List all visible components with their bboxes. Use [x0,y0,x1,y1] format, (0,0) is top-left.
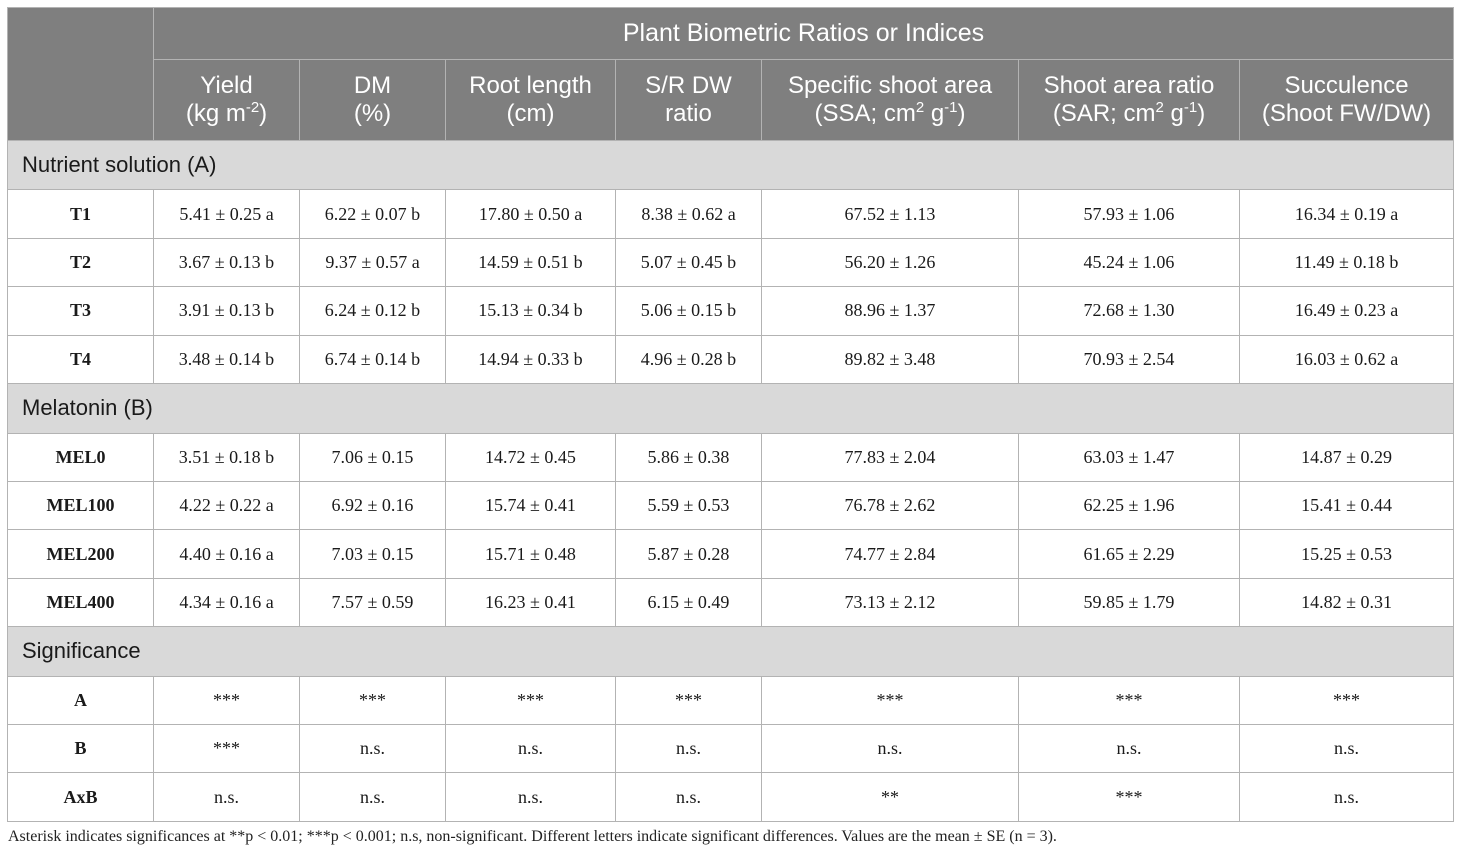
table-cell: 17.80 ± 0.50 a [446,190,616,238]
column-header-root-length: Root length (cm) [446,60,616,141]
row-label: MEL400 [8,578,154,626]
section-row [8,384,1454,433]
table-cell: 89.82 ± 3.48 [762,335,1019,383]
table-cell: 72.68 ± 1.30 [1019,287,1240,335]
table-cell: 3.67 ± 0.13 b [154,238,300,286]
table-cell: 15.71 ± 0.48 [446,530,616,578]
row-label: AxB [8,773,154,822]
column-header-sr-dw-ratio: S/R DW ratio [616,60,762,141]
table-row [8,190,1454,238]
table-cell: *** [762,676,1019,724]
table-cell: 11.49 ± 0.18 b [1240,238,1454,286]
table-cell: n.s. [154,773,300,822]
section-label: Melatonin (B) [8,384,1454,433]
column-header-succulence: Succulence (Shoot FW/DW) [1240,60,1454,141]
corner-cell [8,8,154,141]
footnote: Asterisk indicates significances at **p < 0.01; ***p < 0.001; n.s, non-significant. Different letters indicate significant differences. Values are the mean ± SE (n = 3). [8,828,1057,845]
table-cell: 16.23 ± 0.41 [446,578,616,626]
table-cell: 14.72 ± 0.45 [446,433,616,481]
table-cell: 76.78 ± 2.62 [762,481,1019,529]
table-cell: 14.82 ± 0.31 [1240,578,1454,626]
table-cell: 74.77 ± 2.84 [762,530,1019,578]
table-cell: 14.87 ± 0.29 [1240,433,1454,481]
row-label: MEL200 [8,530,154,578]
table-row [8,287,1454,335]
column-header-dm: DM (%) [300,60,446,141]
table-cell: 57.93 ± 1.06 [1019,190,1240,238]
biometric-table [7,7,1454,822]
table-cell: n.s. [1240,725,1454,773]
table-cell: 15.74 ± 0.41 [446,481,616,529]
table-cell: 6.24 ± 0.12 b [300,287,446,335]
table-cell: 4.40 ± 0.16 a [154,530,300,578]
table-cell: 62.25 ± 1.96 [1019,481,1240,529]
table-cell: n.s. [1019,725,1240,773]
table-cell: 70.93 ± 2.54 [1019,335,1240,383]
table-cell: *** [1240,676,1454,724]
table-cell: *** [1019,773,1240,822]
table-cell: n.s. [446,773,616,822]
table-row [8,530,1454,578]
table-cell: 61.65 ± 2.29 [1019,530,1240,578]
table-row [8,433,1454,481]
table-cell: *** [154,676,300,724]
table-cell: 3.91 ± 0.13 b [154,287,300,335]
table-row [8,481,1454,529]
table-row [8,238,1454,286]
table-cell: n.s. [762,725,1019,773]
table-cell: 4.22 ± 0.22 a [154,481,300,529]
table-cell: 15.13 ± 0.34 b [446,287,616,335]
table-cell: 5.06 ± 0.15 b [616,287,762,335]
table-cell: 9.37 ± 0.57 a [300,238,446,286]
table-cell: 7.57 ± 0.59 [300,578,446,626]
section-label: Significance [8,627,1454,676]
table-cell: 15.25 ± 0.53 [1240,530,1454,578]
table-row [8,773,1454,822]
column-header-yield: Yield (kg $m^{-2}$) [154,60,300,141]
table-cell: 5.07 ± 0.45 b [616,238,762,286]
row-label: A [8,676,154,724]
table-cell: 7.03 ± 0.15 [300,530,446,578]
table-cell: 63.03 ± 1.47 [1019,433,1240,481]
table-row [8,676,1454,724]
table-cell: 7.06 ± 0.15 [300,433,446,481]
table-cell: 4.96 ± 0.28 b [616,335,762,383]
table-cell: 73.13 ± 2.12 [762,578,1019,626]
table-cell: 16.03 ± 0.62 a [1240,335,1454,383]
table-cell: 14.94 ± 0.33 b [446,335,616,383]
table-cell: 16.49 ± 0.23 a [1240,287,1454,335]
row-label: MEL100 [8,481,154,529]
table-body [8,141,1454,822]
row-label: T3 [8,287,154,335]
table-cell: ** [762,773,1019,822]
table-cell: 5.41 ± 0.25 a [154,190,300,238]
table-title: Plant Biometric Ratios or Indices [154,8,1454,60]
table-cell: 5.86 ± 0.38 [616,433,762,481]
table-header [8,8,1454,141]
row-label: MEL0 [8,433,154,481]
table-row [8,725,1454,773]
table-cell: 67.52 ± 1.13 [762,190,1019,238]
section-row [8,141,1454,190]
table-cell: 5.87 ± 0.28 [616,530,762,578]
table-cell: 45.24 ± 1.06 [1019,238,1240,286]
table-cell: n.s. [1240,773,1454,822]
section-label: Nutrient solution (A) [8,141,1454,190]
table-cell: 15.41 ± 0.44 [1240,481,1454,529]
table-cell: 16.34 ± 0.19 a [1240,190,1454,238]
table-cell: n.s. [300,725,446,773]
table-cell: 3.51 ± 0.18 b [154,433,300,481]
table-row [8,335,1454,383]
table-cell: 6.15 ± 0.49 [616,578,762,626]
table-cell: *** [300,676,446,724]
table-cell: 3.48 ± 0.14 b [154,335,300,383]
table-cell: *** [154,725,300,773]
row-label: T4 [8,335,154,383]
section-row [8,627,1454,676]
table-cell: *** [616,676,762,724]
row-label: B [8,725,154,773]
table-cell: n.s. [300,773,446,822]
table-cell: 59.85 ± 1.79 [1019,578,1240,626]
table-cell: 14.59 ± 0.51 b [446,238,616,286]
table-cell: 6.74 ± 0.14 b [300,335,446,383]
table-cell: 4.34 ± 0.16 a [154,578,300,626]
table-cell: 6.92 ± 0.16 [300,481,446,529]
table-cell: 77.83 ± 2.04 [762,433,1019,481]
table-cell: *** [446,676,616,724]
row-label: T2 [8,238,154,286]
table-cell: n.s. [446,725,616,773]
table-cell: 5.59 ± 0.53 [616,481,762,529]
table-cell: n.s. [616,773,762,822]
table-cell: 56.20 ± 1.26 [762,238,1019,286]
table-cell: 88.96 ± 1.37 [762,287,1019,335]
table-cell: 6.22 ± 0.07 b [300,190,446,238]
table-cell: n.s. [616,725,762,773]
table-row [8,578,1454,626]
row-label: T1 [8,190,154,238]
table-cell: 8.38 ± 0.62 a [616,190,762,238]
column-header-sar: Shoot area ratio (SAR; $cm^2$ $g^{-1}$) [1019,60,1240,141]
table-cell: *** [1019,676,1240,724]
column-header-ssa: Specific shoot area (SSA; $cm^2$ $g^{-1}$) [762,60,1019,141]
